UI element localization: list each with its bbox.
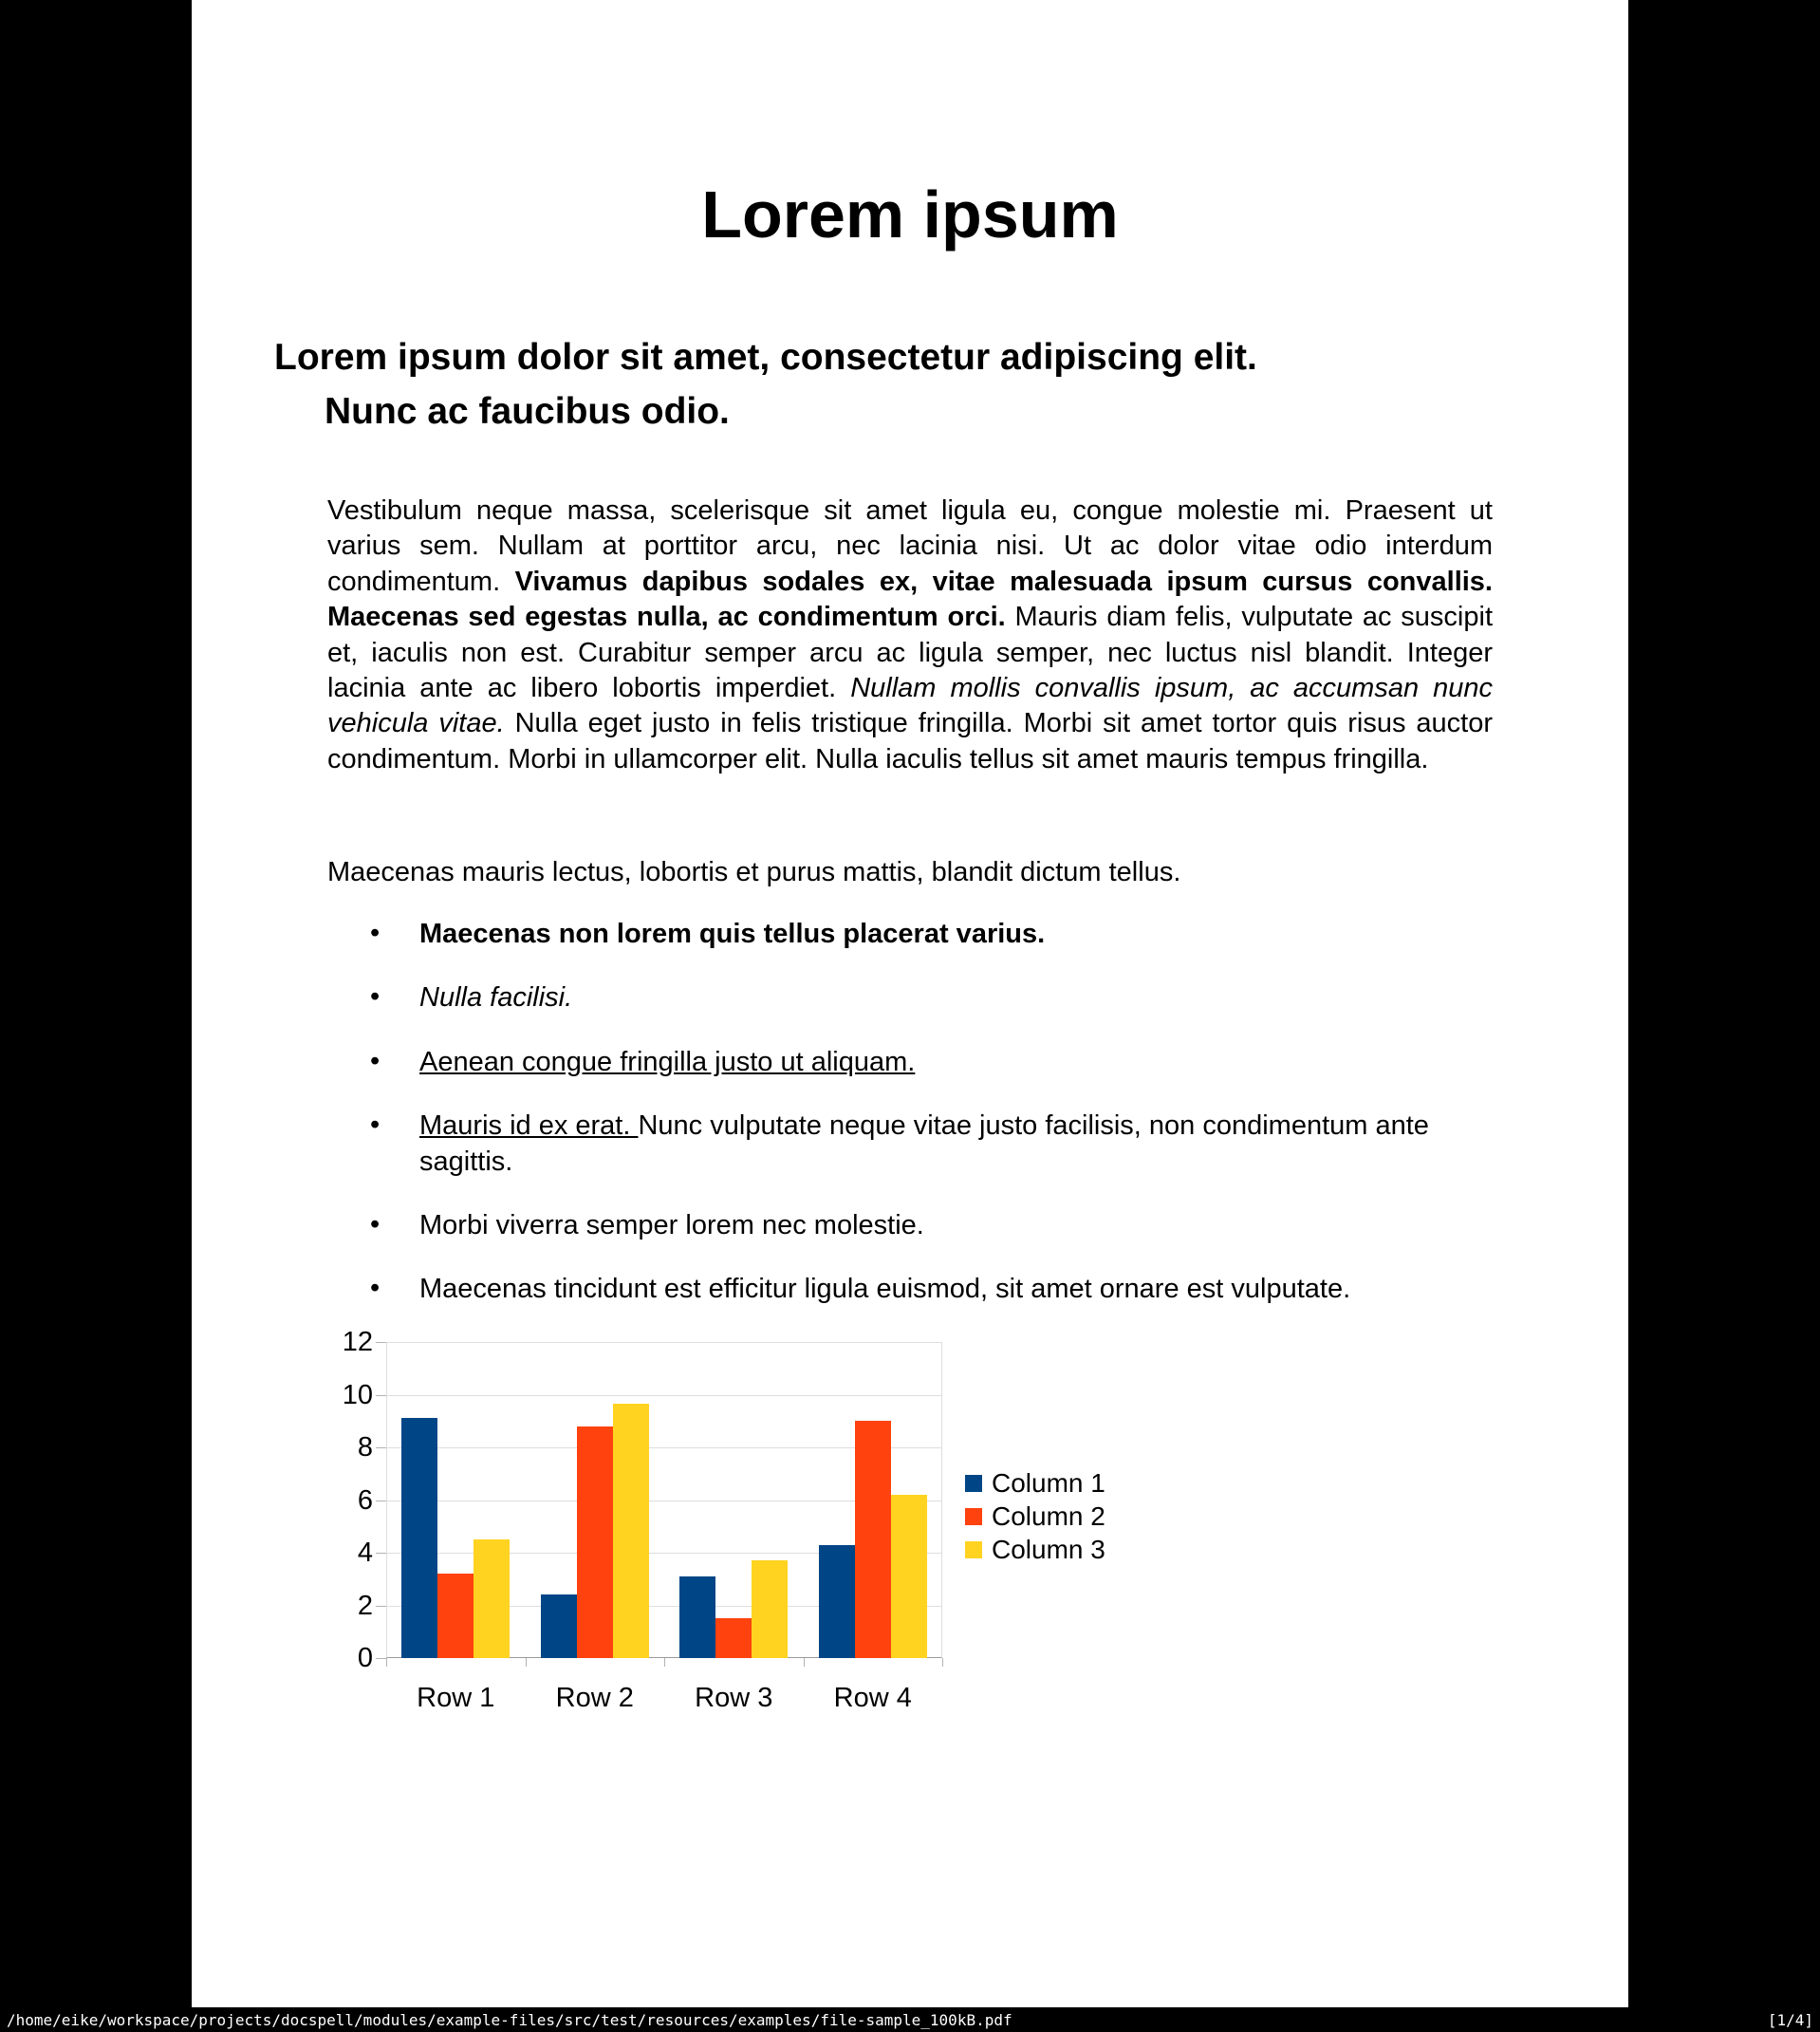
- bullet-icon: •: [370, 1109, 381, 1141]
- bar-row2-column3: [613, 1404, 649, 1658]
- y-axis-tick: [376, 1658, 386, 1659]
- x-axis-label: Row 1: [417, 1683, 495, 1713]
- y-axis-tick: [376, 1447, 386, 1448]
- y-axis-tick: [376, 1606, 386, 1607]
- list-item: [327, 1109, 1502, 1180]
- bar-row2-column2: [577, 1426, 613, 1658]
- text-run: Mauris id ex erat.: [419, 1110, 639, 1142]
- legend-label: Column 1: [992, 1467, 1105, 1498]
- bar-row4-column1: [819, 1545, 855, 1658]
- legend-swatch-icon: [965, 1475, 982, 1492]
- bullet-icon: •: [370, 981, 381, 1013]
- bullet-list: [327, 917, 1502, 1336]
- bullet-icon: •: [370, 1209, 381, 1240]
- y-axis-label: 0: [357, 1643, 373, 1673]
- statusbar-file-path: /home/eike/workspace/projects/docspell/modules/example-files/src/test/resources/examples/file-sample_100kB.pdf: [7, 2010, 1012, 2029]
- legend-swatch-icon: [965, 1508, 982, 1525]
- list-item: [327, 1208, 1502, 1243]
- bar-row4-column2: [855, 1421, 891, 1658]
- text-run: Maecenas non lorem quis tellus placerat varius.: [419, 919, 1046, 949]
- x-axis-label: Row 4: [833, 1683, 912, 1713]
- bar-row1-column1: [401, 1418, 437, 1658]
- page-title: Lorem ipsum: [701, 177, 1119, 252]
- section-heading-line1: Lorem ipsum dolor sit amet, consectetur adipiscing elit.: [274, 337, 1257, 378]
- legend-item: [965, 1533, 1105, 1566]
- list-item: [327, 917, 1502, 952]
- chart-legend: [965, 1466, 1105, 1566]
- x-axis-tick: [664, 1658, 665, 1667]
- y-axis-label: 8: [357, 1432, 373, 1463]
- x-axis-tick: [942, 1658, 943, 1667]
- text-run: Nulla facilisi.: [419, 982, 573, 1014]
- text-run: Nunc vulputate neque vitae justo facilisis, non condimentum ante sagittis.: [419, 1110, 1429, 1177]
- y-axis-tick: [376, 1342, 386, 1343]
- bullet-text: [419, 1110, 1429, 1176]
- y-axis-label: 10: [342, 1379, 373, 1410]
- y-axis-label: 6: [357, 1484, 373, 1516]
- bar-row1-column3: [474, 1539, 510, 1658]
- statusbar-page-indicator: [1/4]: [1767, 2010, 1813, 2029]
- bullet-text: [419, 1210, 924, 1240]
- y-axis-label: 12: [342, 1327, 373, 1357]
- section-heading-line2: Nunc ac faucibus odio.: [325, 391, 730, 432]
- bullet-icon: •: [370, 1045, 381, 1076]
- y-axis-tick: [376, 1395, 386, 1396]
- bullet-icon: •: [370, 918, 381, 948]
- list-item: [327, 980, 1502, 1016]
- bar-row3-column3: [752, 1560, 788, 1658]
- text-run: Morbi viverra semper lorem nec molestie.: [419, 1210, 924, 1241]
- bar-row2-column1: [541, 1594, 577, 1658]
- statusbar: [0, 2007, 1820, 2032]
- x-axis-label: Row 3: [695, 1683, 773, 1713]
- legend-item: [965, 1466, 1105, 1500]
- list-item: [327, 1045, 1502, 1080]
- text-run: Mauris diam felis, vulputate ac suscipit et, iaculis non est. Curabitur semper arcu ac ligula semper, nec luctus nisl blandit. Integer lacinia ante ac libero lobortis imperdiet.: [327, 602, 1493, 704]
- text-run: Vivamus dapibus sodales ex, vitae malesuada ipsum cursus convallis. Maecenas sed egestas nulla, ac condimentum orci.: [327, 566, 1493, 633]
- y-axis-tick: [376, 1553, 386, 1554]
- bullet-text: [419, 1047, 915, 1077]
- list-intro-line: Maecenas mauris lectus, lobortis et purus mattis, blandit dictum tellus.: [327, 857, 1181, 887]
- bar-chart: [192, 1324, 1368, 1737]
- bar-row3-column1: [679, 1576, 715, 1658]
- body-paragraph: [327, 494, 1493, 777]
- bullet-icon: •: [370, 1273, 381, 1304]
- x-axis-label: Row 2: [555, 1683, 634, 1713]
- y-axis-label: 2: [357, 1590, 373, 1621]
- x-axis-tick: [804, 1658, 805, 1667]
- text-run: Nullam mollis convallis ipsum, ac accumsan nunc vehicula vitae.: [327, 673, 1494, 739]
- legend-item: [965, 1500, 1105, 1533]
- legend-label: Column 2: [992, 1501, 1105, 1531]
- y-axis-label: 4: [357, 1538, 373, 1568]
- text-run: Nulla eget justo in felis tristique fringilla. Morbi sit amet tortor quis risus auctor condimentum. Morbi in ullamcorper elit. Nulla iaculis tellus sit amet mauris tempus fringilla.: [327, 708, 1493, 774]
- bar-row1-column2: [437, 1574, 474, 1658]
- x-axis-tick: [386, 1658, 387, 1667]
- section-heading: [274, 330, 1470, 438]
- bar-row4-column3: [891, 1495, 927, 1658]
- y-gridline: [386, 1342, 942, 1343]
- list-item: [327, 1272, 1502, 1307]
- pdf-page[interactable]: [192, 0, 1628, 2007]
- legend-label: Column 3: [992, 1534, 1105, 1564]
- bar-row3-column2: [715, 1618, 752, 1658]
- bullet-text: [419, 1274, 1350, 1304]
- text-run: Vestibulum neque massa, scelerisque sit amet ligula eu, congue molestie mi. Praesent ut varius sem. Nullam at porttitor arcu, nec lacinia nisi. Ut ac dolor vitae odio interdum condimentum.: [327, 495, 1493, 597]
- y-gridline: [386, 1395, 942, 1396]
- bullet-text: [419, 919, 1045, 949]
- legend-swatch-icon: [965, 1541, 982, 1558]
- x-axis-tick: [526, 1658, 527, 1667]
- text-run: Aenean congue fringilla justo ut aliquam.: [419, 1046, 916, 1077]
- text-run: Maecenas tincidunt est efficitur ligula euismod, sit amet ornare est vulputate.: [419, 1274, 1351, 1305]
- bullet-text: [419, 982, 572, 1013]
